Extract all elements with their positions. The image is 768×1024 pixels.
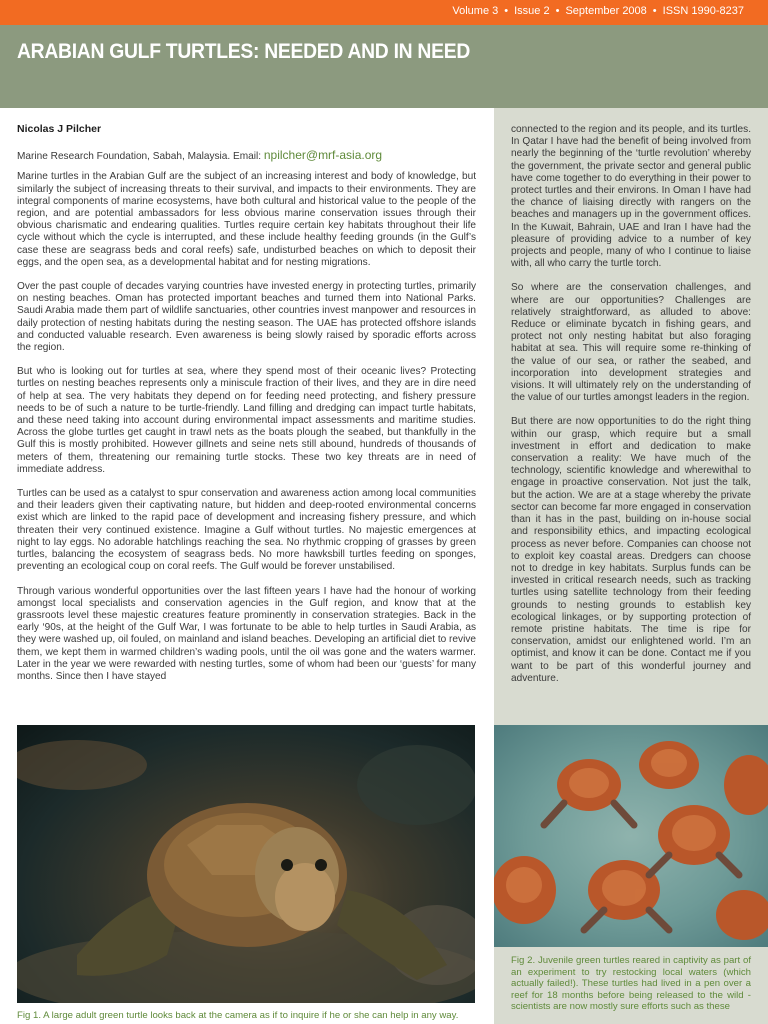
figure-2-photo xyxy=(494,725,768,947)
juvenile-turtles-illustration xyxy=(494,725,768,947)
paragraph: Through various wonderful opportunities over the last fifteen years I have had the honour of working amongst local specialists and conservation agencies in the Gulf region, and know that at the grassroots level these majestic creatures feature prominently in conservation strategies. Back in the early ‘90s, at the height of the Gulf War, I was fortunate to be able to help turtles in Saudi Arabia, as they were washed up, oil fouled, on mainland and island beaches. Developing an artificial diet to revive them, we kept them in warmed children’s wading pools, until the oil was gone and the waters warmer. Later in the year we were rewarded with nesting turtles, some of whom had been our ‘guests’ for many months. Since then I have stayed xyxy=(17,585,476,682)
paragraph: But who is looking out for turtles at sea, where they spend most of their oceanic lives? Protecting turtles on nesting beaches represents only a miniscule fraction of their lives, and they are in dire need of help at sea. The very habitats they depend on for feeding need protecting, and fishery pressure needs to be of such a nature to be turtle-friendly. Land filling and dredging can impact turtle habitats, and these need taking into account during environmental impact assessments and maritime studies. Across the globe turtles get caught in trawl nets as the boats plough the seabed, but thankfully in the Gulf this is mostly prohibited. However gillnets and seine nets still abound, hundreds of thousands of meters of them, threatening our remaining turtle stocks. These two key threats are in need of immediate address. xyxy=(17,366,476,475)
article-title: ARABIAN GULF TURTLES: NEEDED AND IN NEED xyxy=(17,40,470,63)
paragraph: But there are now opportunities to do the right thing within our grasp, which require but a small investment in effort and dedication to make conservation a reality: We have much of the technology, scientific knowledge and wherewithal to engage in proactive conservation. Not just the talk, but the action. We are at a stage whereby the private sector can become far more engaged in conservation than it has in the past, building on in-house social and responsibility ethics, and impacting ecological process as never before. Companies can choose not to exploit key coastal areas. Dredgers can choose not to dredge in key habitats. Surplus funds can be invested in critical research needs, such as tracking turtles using satellite technology from their feeding grounds to nesting grounds to establish key ecological linkages, or by supporting protection of remote pristine habitats. The time is ripe for conservation, amidst our enlightened world. I’m an optimist, and know it can be done. Contact me if you want to be part of this wonderful journey and adventure. xyxy=(511,416,751,684)
title-band xyxy=(0,25,768,108)
figure-1-caption: Fig 1. A large adult green turtle looks back at the camera as if to inquire if he or she can help in any way. xyxy=(17,1010,459,1021)
paragraph: Over the past couple of decades varying countries have invested energy in protecting turtles, primarily on nesting beaches. Oman has protected important beaches and turned them into National Parks. Saudi Arabia made them part of wildlife sanctuaries, other countries invest manpower and resources in daily protection of nesting habitats during the nesting season. The UAE has protected offshore islands and conducted valuable research. Even awareness is being slowly raised by sporadic efforts across the region. xyxy=(17,281,476,354)
issue-label: Issue 2 xyxy=(514,5,550,17)
header-bar xyxy=(0,0,768,25)
date-label: September 2008 xyxy=(565,5,647,17)
author-affiliation xyxy=(17,149,476,163)
author-email-link[interactable]: npilcher@mrf-asia.org xyxy=(263,148,383,163)
figure-2-caption: Fig 2. Juvenile green turtles reared in captivity as part of an experiment to try restocking local waters (which actually failed!). These turtles had lived in a pen over a reef for 18 months before being released to the wild - scientists are now mostly sure efforts such as these xyxy=(511,955,751,1013)
author-name: Nicolas J Pilcher xyxy=(17,123,102,135)
volume-label: Volume 3 xyxy=(452,5,499,17)
adult-turtle-illustration xyxy=(17,725,475,1003)
left-column xyxy=(17,123,476,695)
figure-1-photo xyxy=(17,725,475,1003)
paragraph: So where are the conservation challenges, and where are our opportunities? Challenges are relatively straightforward, as alluded to above: Reduce or eliminate bycatch in fishing gears, and protect not only nesting habitat but also foraging habitat at sea. This will require some re-thinking of the value of our sea, or rather the seabed, and incorporation into development strategies and visions. It will ultimately rely on the understanding of the value of our turtles amongst leaders in the region. xyxy=(511,282,751,404)
paragraph: Turtles can be used as a catalyst to spur conservation and awareness action among local communities and their leaders given their captivating nature, but hidden and deep-rooted environmental concerns exist which are linked to the rapid pace of development and increasing fishery pressure, and which threaten their very continued existence. Imagine a Gulf without turtles. No majestic emergences at night to lay eggs. No adorable hatchlings reaching the sea. No rhythmic cropping of grasses by green turtles, balancing the ecosystem of seagrass beds. No more hawksbill turtles feeding on sponges, preventing an ecological coup on coral reefs. The Gulf would be forever unstabilised. xyxy=(17,488,476,573)
issn-label: ISSN 1990-8237 xyxy=(662,5,744,17)
affiliation-text: Marine Research Foundation, Sabah, Malaysia. Email: xyxy=(17,151,264,163)
paragraph: Marine turtles in the Arabian Gulf are the subject of an increasing interest and body of knowledge, but similarly the subject of increasing threats to their survival, and impacts to their environments. They are integral components of marine ecosystems, have both cultural and historical value to the people of the region, and are potential ambassadors for less obvious marine conservation issues through their obvious charismatic and endearing qualities. Turtles require certain key habitats throughout their life cycle without which the cycle is interrupted, and these include healthy feeding grounds (in the Gulf’s case these are seagrass beds and coral reefs) safe, undisturbed beaches on which to deposit their eggs, and the open sea, as a developmental habitat and for nesting migrations. xyxy=(17,171,476,268)
paragraph: connected to the region and its people, and its turtles. In Qatar I have had the benefit of being involved from nearly the beginning of the ‘turtle revolution’ whereby the government, the private sector and general public have come together to do everything in their power to protect turtles and their environs. In Oman I have had the chance of liaising directly with rangers on the beaches and managers up in the government offices. In the Kuwait, Bahrain, UAE and Iran I have had the pleasure of providing advice to a number of key projects and people, many of who I continue to liaise with, all who carry the turtle torch. xyxy=(511,124,751,270)
issue-meta: Volume 3 • Issue 2 • September 2008 • ISSN 1990-8237 xyxy=(452,5,744,17)
right-column xyxy=(511,124,751,697)
